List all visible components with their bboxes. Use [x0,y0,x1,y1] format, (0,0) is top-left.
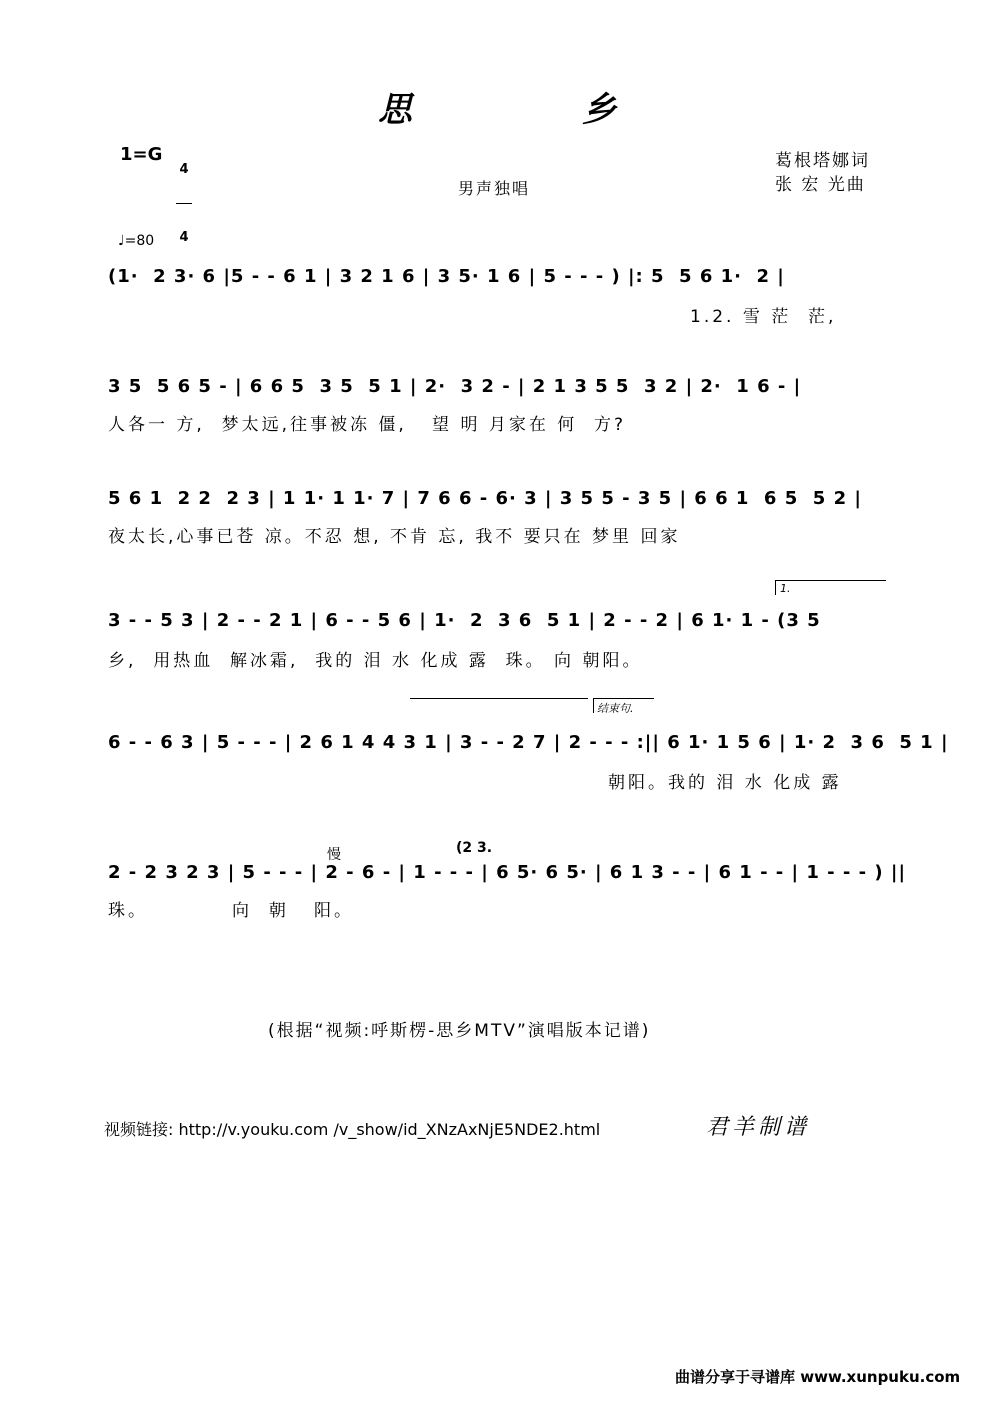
lyric-line-6: 珠。 向 朝 阳。 [108,901,355,921]
score-line-2: 3 5 5 6 5 - | 6 6 5 3 5 5 1 | 2· 3 2 - | 2 1 3 5 5 3 2 | 2· 1 6 - | [108,376,802,397]
source-note: (根据“视频:呼斯楞-思乡MTV”演唱版本记谱) [268,1021,651,1041]
composer: 张 宏 光曲 [775,175,866,195]
lyricist: 葛根塔娜词 [775,151,870,171]
slow-mark: 慢 [327,847,341,863]
transcriber-signature: 君羊制谱 [706,1115,811,1140]
volta-1-label: 1. [780,582,791,595]
score-line-6: 2 - 2 3 2 3 | 5 - - - | 2 - 6 - | 1 - - - | 6 5· 6 5· | 6 1 3 - - | 6 1 - - | 1 - - - ) || [108,862,907,883]
score-line-3: 5 6 1 2 2 2 3 | 1 1· 1 1· 7 | 7 6 6 - 6· 3 | 3 5 5 - 3 5 | 6 6 1 6 5 5 2 | [108,488,862,509]
title-char-1: 思 [378,90,412,130]
tempo-mark: ♩=80 [118,233,155,249]
volta-bracket-1 [775,580,886,595]
time-signature [176,137,192,257]
lyric-line-3: 夜太长,心事已苍 凉。不忍 想, 不肯 忘, 我不 要只在 梦里 回家 [108,527,681,547]
key-signature: 1=G [120,144,163,165]
video-link: 视频链接: http://v.youku.com /v_show/id_XNzAxNjE5NDE2.html [104,1120,601,1139]
grace-notes: (2 3. [456,840,493,856]
lyric-line-5: 朝阳。我的 泪 水 化成 露 [608,773,842,793]
lyric-line-2: 人各一 方, 梦太远,往事被冻 僵, 望 明 月家在 何 方? [108,415,627,435]
score-line-1: (1· 2 3· 6 |5 - - 6 1 | 3 2 1 6 | 3 5· 1 6 | 5 - - - ) |: 5 5 6 1· 2 | [108,266,785,287]
lyric-line-4: 乡, 用热血 解冰霜, 我的 泪 水 化成 露 珠。 向 朝阳。 [108,651,643,671]
repeat-bracket [410,698,588,699]
lyric-line-1: 1.2. 雪 茫 茫, [690,307,837,327]
title-char-2: 乡 [582,90,616,130]
share-footer: 曲谱分享于寻谱库 www.xunpuku.com [675,1368,961,1386]
score-line-4: 3 - - 5 3 | 2 - - 2 1 | 6 - - 5 6 | 1· 2 3 6 5 1 | 2 - - 2 | 6 1· 1 - (3 5 [108,610,821,631]
time-signature-bottom: 4 [179,230,189,245]
time-signature-top: 4 [179,162,189,177]
volta-end-label: 结束句. [597,702,634,715]
score-line-5: 6 - - 6 3 | 5 - - - | 2 6 1 4 4 3 1 | 3 - - 2 7 | 2 - - - :|| 6 1· 1 5 6 | 1· 2 3 6 5 1 | [108,732,949,753]
performer: 男声独唱 [458,179,531,198]
